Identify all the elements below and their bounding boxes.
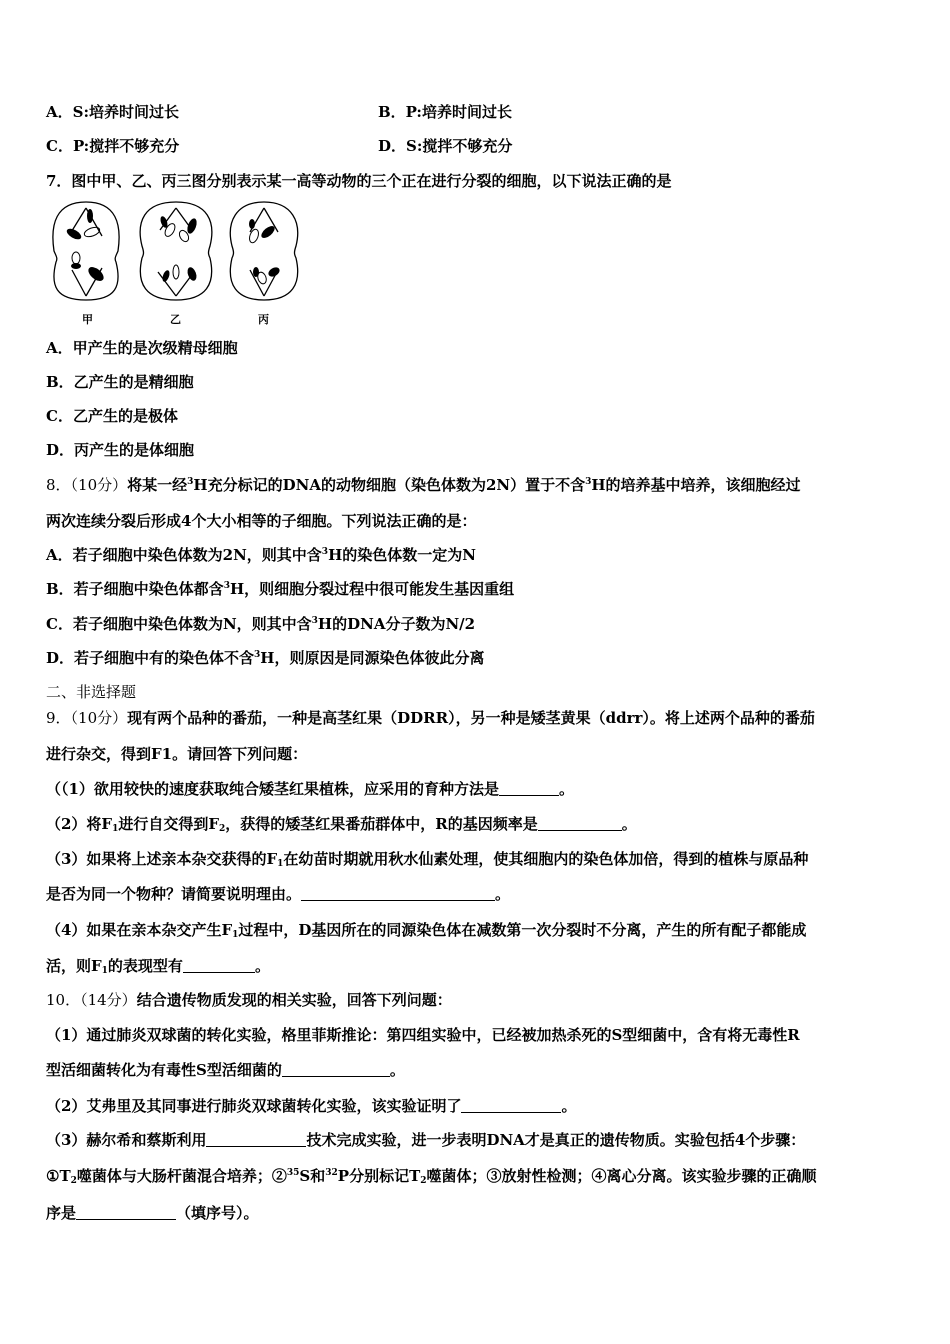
q8-stem-line1: [46, 475, 801, 495]
q9-text-part: 。: [495, 885, 511, 903]
q9-text-part: 活，则F: [46, 957, 102, 975]
answer-blank[interactable]: [461, 1098, 561, 1113]
section-heading: 二、非选择题: [46, 683, 137, 701]
q9-sub: 1: [112, 824, 119, 834]
q9-text-part: （4）如果在亲本杂交产生F: [46, 921, 233, 939]
q10-sup: 32: [325, 1168, 338, 1178]
q10-text-part: 噬菌体与大肠杆菌混合培养；②: [76, 1167, 287, 1185]
q9-text-part: ，获得的矮茎红果番茄群体中，R的基因频率是: [225, 815, 538, 833]
answer-blank[interactable]: [183, 958, 255, 973]
q10-text-part: 。: [561, 1097, 577, 1115]
q9-text-part: 在幼苗时期就用秋水仙素处理，使其细胞内的染色体加倍，得到的植株与原品种: [283, 850, 809, 868]
q8-option-a: [46, 545, 476, 565]
q9-text-part: 是否为同一个物种？请简要说明理由。: [46, 885, 302, 903]
q8-sup: 3: [321, 547, 329, 557]
q8-text-part: H的染色体数一定为N: [328, 546, 476, 564]
q10-stem: [46, 990, 452, 1010]
q10-sup: 35: [286, 1168, 300, 1178]
q10-sub: 2: [420, 1176, 427, 1186]
q6-option-b: B．P:培养时间过长: [378, 103, 512, 121]
q8-option-b: [46, 579, 514, 599]
q10-text-part: 序是: [46, 1204, 77, 1222]
q6-option-d: D．S:搅拌不够充分: [378, 137, 513, 155]
q7-option-a: A．甲产生的是次级精母细胞: [46, 339, 238, 357]
q10-text-part: 。: [389, 1061, 405, 1079]
q9-text-part: 。: [558, 780, 574, 798]
answer-blank[interactable]: [206, 1132, 306, 1147]
q10-text-part: 结合遗传物质发现的相关实验，回答下列问题：: [136, 991, 452, 1009]
q8-text-part: A．若子细胞中染色体数为2N，则其中含: [46, 546, 322, 564]
q9-sub: 1: [232, 930, 239, 940]
answer-blank[interactable]: [76, 1205, 176, 1220]
q10-sub: 2: [70, 1176, 77, 1186]
answer-blank[interactable]: [282, 1062, 390, 1077]
figure-label-yi: 乙: [170, 313, 181, 326]
q8-sup: 3: [187, 477, 194, 487]
q10-text-part: S和: [299, 1167, 326, 1185]
q9-text-part: 现有两个品种的番茄，一种是高茎红果（DDRR），另一种是矮茎黄果（ddrr）。将上述两个品种的番茄: [127, 709, 815, 727]
q9-part3-line2: [46, 884, 510, 904]
q10-text-part: P分别标记T: [337, 1167, 421, 1185]
answer-blank[interactable]: [301, 886, 495, 901]
q8-sup: 3: [254, 650, 261, 660]
q6-option-c: C．P:搅拌不够充分: [46, 137, 180, 155]
q10-steps-line2: [46, 1203, 259, 1223]
q10-number: 10．（14分）: [46, 991, 137, 1009]
q8-text-part: D．若子细胞中有的染色体不含: [46, 649, 255, 667]
figure-label-jia: 甲: [82, 313, 93, 326]
q10-text-part: 技术完成实验，进一步表明DNA才是真正的遗传物质。实验包括4个步骤：: [306, 1131, 806, 1149]
answer-blank[interactable]: [538, 816, 622, 831]
q9-stem-line1: [46, 708, 815, 728]
q9-part4-line2: [46, 956, 270, 976]
q8-option-d: [46, 648, 484, 668]
q7-option-b: B．乙产生的是精细胞: [46, 373, 194, 391]
q8-text-part: H充分标记的DNA的动物细胞（染色体数为2N）置于不含: [193, 476, 586, 494]
q8-text-part: H，则细胞分裂过程中很可能发生基因重组: [229, 580, 515, 598]
q9-part1: [46, 779, 574, 799]
q10-text-part: （3）赫尔希和蔡斯利用: [46, 1131, 207, 1149]
q10-text-part: ①T: [46, 1167, 71, 1185]
q8-text-part: C．若子细胞中染色体数为N，则其中含: [46, 615, 312, 633]
figure-label-bing: 丙: [258, 313, 269, 326]
q8-text-part: B．若子细胞中染色体都含: [46, 580, 224, 598]
q8-option-c: [46, 614, 475, 634]
q9-part3-line1: [46, 849, 808, 869]
q9-part2: [46, 814, 637, 834]
q10-text-part: （2）艾弗里及其同事进行肺炎双球菌转化实验，该实验证明了: [46, 1097, 462, 1115]
q9-number: 9．（10分）: [46, 709, 128, 727]
q7-stem: 7．图中甲、乙、丙三图分别表示某一高等动物的三个正在进行分裂的细胞，以下说法正确的是: [46, 172, 672, 190]
q8-sup: 3: [223, 581, 230, 591]
q9-part4-line1: [46, 920, 806, 940]
q9-text-part: （3）如果将上述亲本杂交获得的F: [46, 850, 278, 868]
q7-option-c: C．乙产生的是极体: [46, 407, 178, 425]
q9-stem-line2: 进行杂交，得到F1。请回答下列问题：: [46, 745, 308, 763]
q8-text-part: H的培养基中培养，该细胞经过: [591, 476, 801, 494]
q8-stem-line2: 两次连续分裂后形成4个大小相等的子细胞。下列说法正确的是：: [46, 512, 477, 530]
q8-text-part: 将某一经: [127, 476, 188, 494]
q9-text-part: 过程中，D基因所在的同源染色体在减数第一次分裂时不分离，产生的所有配子都能成: [238, 921, 807, 939]
q9-text-part: 进行自交得到F: [118, 815, 220, 833]
q9-sub: 1: [101, 966, 108, 976]
q9-text-part: 的表现型有: [107, 957, 183, 975]
q8-text-part: H的DNA分子数为N/2: [317, 615, 476, 633]
q9-text-part: 。: [621, 815, 637, 833]
q8-sup: 3: [585, 477, 592, 487]
q10-text-part: （填序号）。: [176, 1204, 259, 1222]
q10-part1-line1: （1）通过肺炎双球菌的转化实验，格里菲斯推论：第四组实验中，已经被加热杀死的S型细菌中，含有将无毒性R: [46, 1026, 800, 1044]
q9-text-part: 。: [254, 957, 270, 975]
q6-option-a: A．S:培养时间过长: [46, 103, 180, 121]
q10-text-part: 型活细菌转化为有毒性S型活细菌的: [46, 1061, 282, 1079]
answer-blank[interactable]: [499, 781, 559, 796]
q10-steps-line1: [46, 1166, 817, 1186]
q10-part2: [46, 1096, 576, 1116]
q7-option-d: D．丙产生的是体细胞: [46, 441, 195, 459]
q9-text-part: （2）将F: [46, 815, 113, 833]
q9-sub: 1: [277, 859, 284, 869]
q8-sup: 3: [311, 616, 318, 626]
q9-text-part: （（1）欲用较快的速度获取纯合矮茎红果植株，应采用的育种方法是: [46, 780, 499, 798]
q8-number: 8．（10分）: [46, 476, 128, 494]
q9-sub: 2: [219, 824, 226, 834]
q10-part1-line2: [46, 1060, 405, 1080]
cell-division-figure: [46, 196, 308, 330]
q10-part3: [46, 1130, 805, 1150]
q8-text-part: H，则原因是同源染色体彼此分离: [260, 649, 485, 667]
q10-text-part: 噬菌体；③放射性检测；④离心分离。该实验步骤的正确顺: [426, 1167, 817, 1185]
